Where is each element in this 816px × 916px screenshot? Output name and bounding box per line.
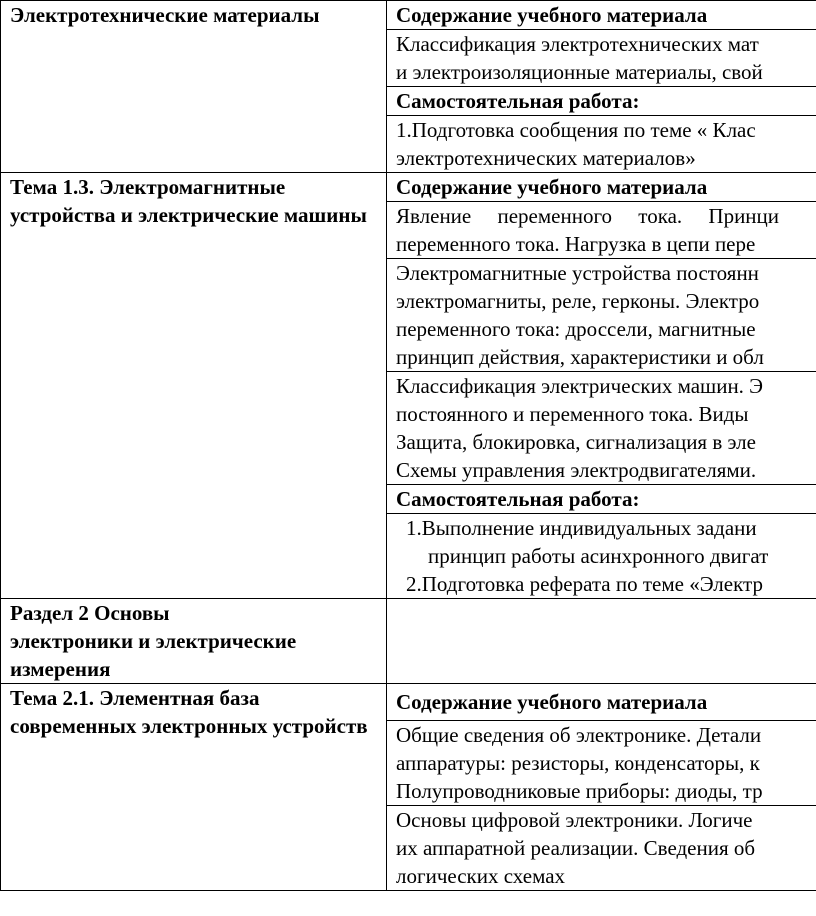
text-line: логических схемах bbox=[396, 864, 566, 888]
section-title-cell bbox=[1, 1, 387, 173]
text-line: переменного тока: дроссели, магнитные bbox=[396, 317, 756, 341]
topic-cell bbox=[1, 684, 387, 891]
text-line: Электромагнитные устройства постоянн bbox=[396, 261, 759, 285]
table-row bbox=[1, 599, 816, 684]
self-work-cell bbox=[387, 514, 816, 599]
empty-cell bbox=[387, 599, 816, 684]
section-line: электроники и электрические bbox=[10, 629, 297, 653]
text-line: электротехнических материалов» bbox=[396, 146, 696, 170]
content-cell bbox=[387, 806, 816, 891]
content-header-cell bbox=[387, 684, 816, 721]
content-header: Содержание учебного материала bbox=[396, 175, 708, 199]
text-line: Полупроводниковые приборы: диоды, тр bbox=[396, 779, 763, 803]
text-line: Классификация электротехнических мат bbox=[396, 32, 759, 56]
text-line: их аппаратной реализации. Сведения об bbox=[396, 836, 756, 860]
text-line: Защита, блокировка, сигнализация в эле bbox=[396, 430, 756, 454]
text-line: Схемы управления электродвигателями. bbox=[396, 458, 757, 482]
self-work-cell bbox=[387, 116, 816, 173]
text-line: и электроизоляционные материалы, свой bbox=[396, 60, 763, 84]
topic-label: Тема 2.1. bbox=[10, 686, 94, 710]
text-line: Явление переменного тока. Принци bbox=[396, 204, 780, 228]
content-cell bbox=[387, 721, 816, 806]
table-row bbox=[1, 1, 816, 30]
text-line: 1.Подготовка сообщения по теме « Клас bbox=[396, 118, 756, 142]
topic-title: Электромагнитные устройства и электрические машины bbox=[10, 175, 367, 227]
content-cell bbox=[387, 30, 816, 87]
self-work-header: Самостоятельная работа: bbox=[396, 89, 640, 113]
text-line: Общие сведения об электронике. Детали bbox=[396, 723, 762, 747]
topic-cell bbox=[1, 173, 387, 599]
table-row bbox=[1, 173, 816, 202]
section-title: Электротехнические материалы bbox=[10, 3, 320, 27]
content-cell bbox=[387, 202, 816, 259]
self-work-header-cell bbox=[387, 485, 816, 514]
text-line: Основы цифровой электроники. Логиче bbox=[396, 808, 753, 832]
section-line: Раздел 2 Основы bbox=[10, 601, 170, 625]
content-header-cell bbox=[387, 1, 816, 30]
content-header-cell bbox=[387, 173, 816, 202]
topic-label: Тема 1.3. bbox=[10, 175, 94, 199]
text-line: принцип работы асинхронного двигат bbox=[428, 544, 769, 568]
content-cell bbox=[387, 372, 816, 485]
content-header: Содержание учебного материала bbox=[396, 690, 708, 714]
self-work-header-cell bbox=[387, 87, 816, 116]
text-line: принцип действия, характеристики и обл bbox=[396, 345, 764, 369]
section-cell bbox=[1, 599, 387, 684]
self-work-header: Самостоятельная работа: bbox=[396, 487, 640, 511]
text-line: электромагниты, реле, герконы. Электро bbox=[396, 289, 760, 313]
text-line: аппаратуры: резисторы, конденсаторы, к bbox=[396, 751, 760, 775]
content-header: Содержание учебного материала bbox=[396, 3, 708, 27]
text-line: постоянного и переменного тока. Виды bbox=[396, 402, 749, 426]
text-line: переменного тока. Нагрузка в цепи пере bbox=[396, 232, 756, 256]
content-cell bbox=[387, 259, 816, 372]
table-row bbox=[1, 684, 816, 721]
text-line: 1.Выполнение индивидуальных задани bbox=[406, 516, 757, 540]
text-line: Классификация электрических машин. Э bbox=[396, 374, 764, 398]
section-line: измерения bbox=[10, 657, 111, 681]
topic-title: Элементная база современных электронных устройств bbox=[10, 686, 368, 738]
text-line: 2.Подготовка реферата по теме «Электр bbox=[406, 572, 763, 596]
